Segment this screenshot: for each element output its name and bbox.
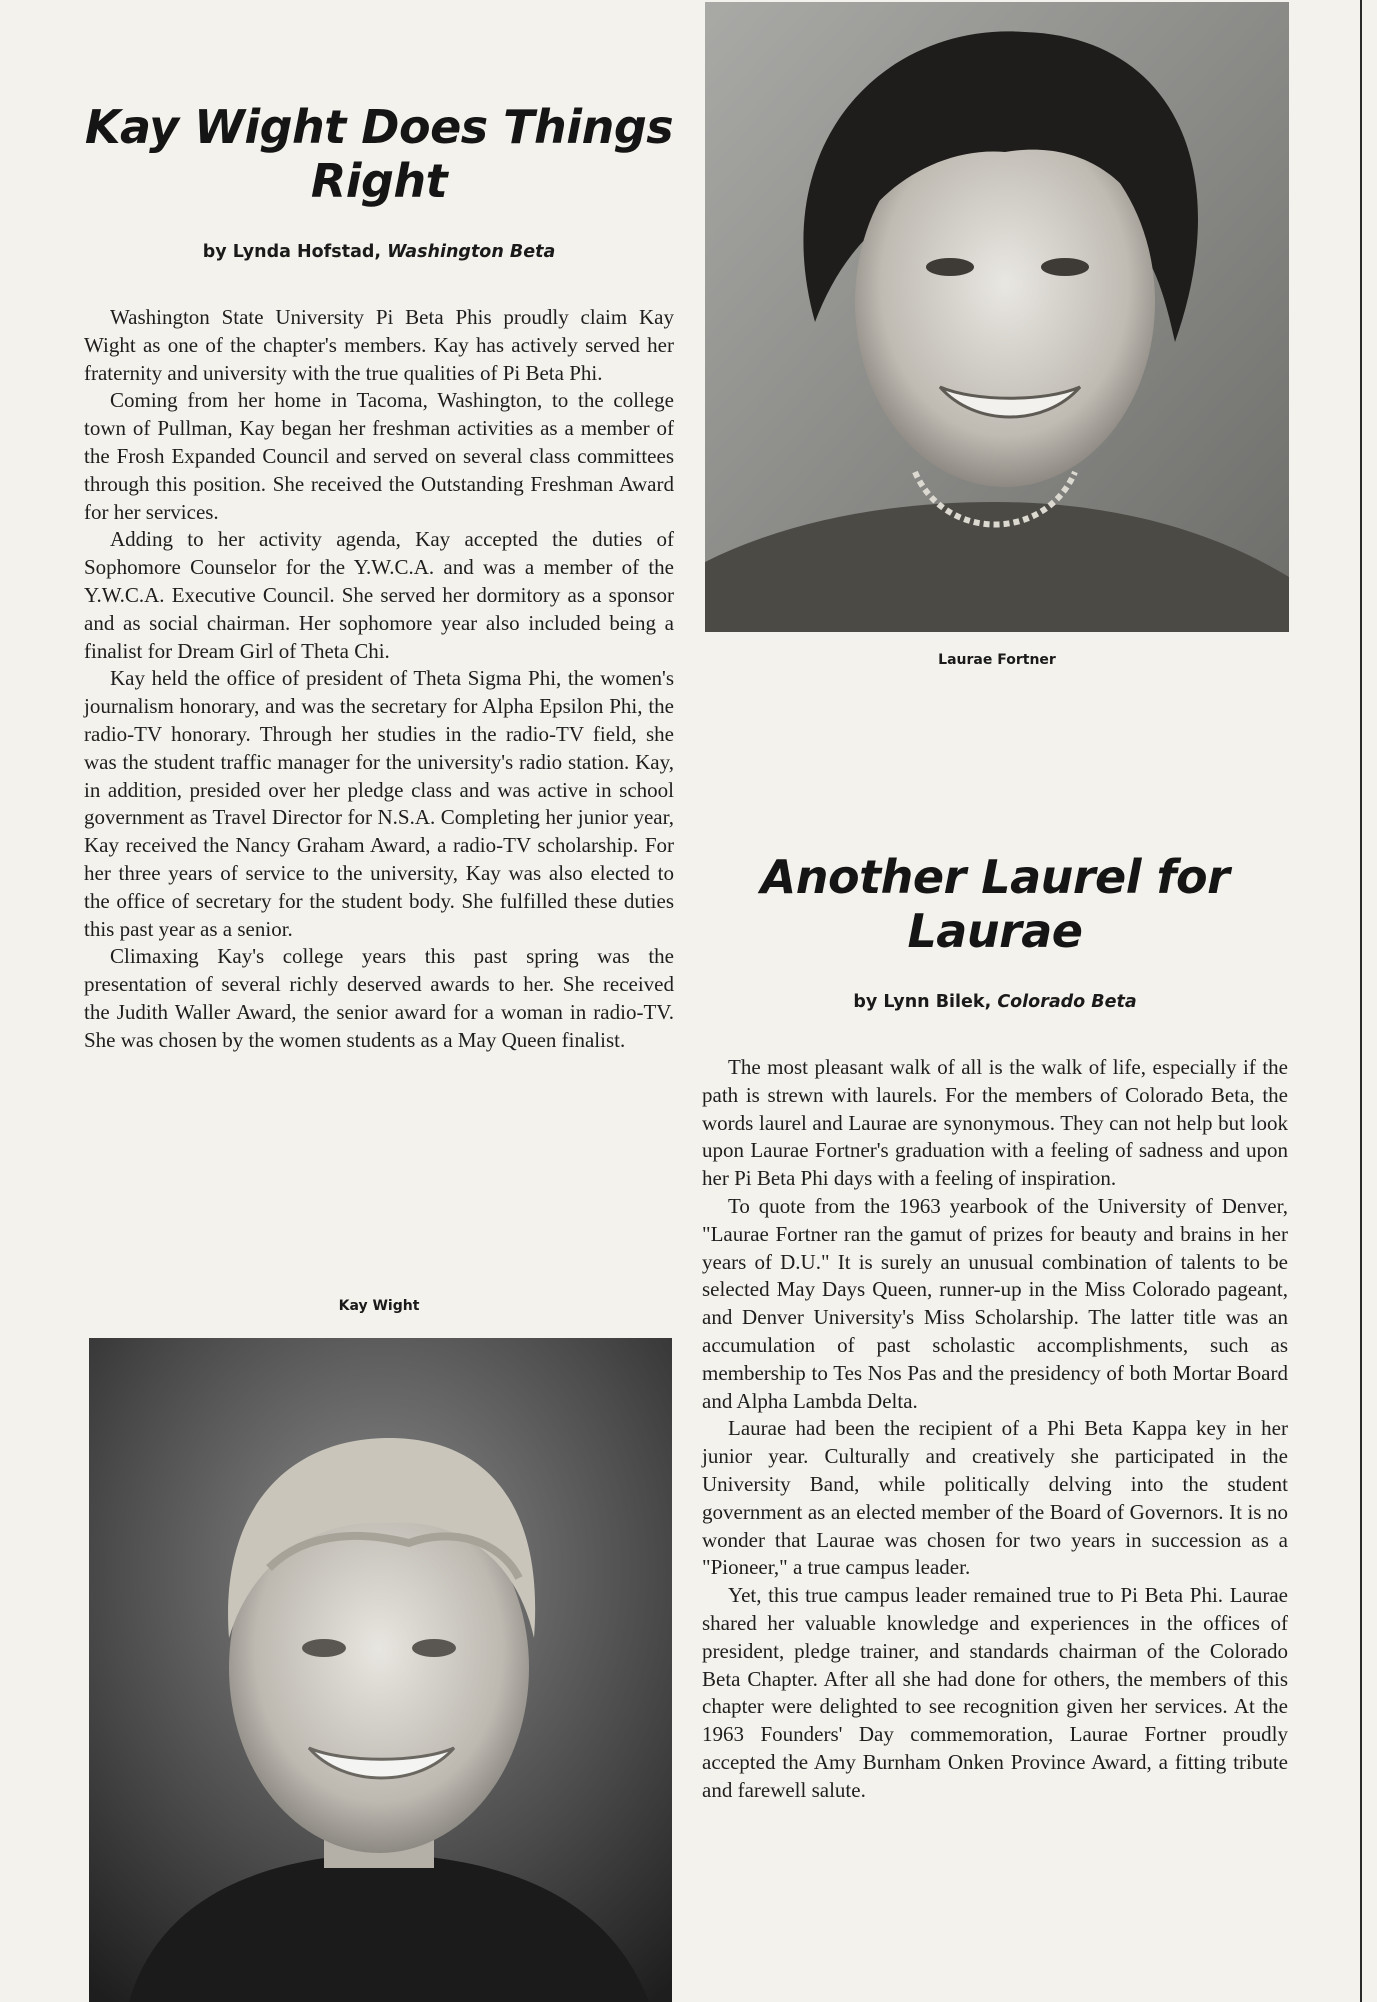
byline-school: Colorado Beta	[997, 992, 1137, 1012]
byline-author: by Lynn Bilek,	[853, 992, 998, 1012]
paragraph: Yet, this true campus leader remained true to Pi Beta Phi. Laurae shared her valuable knowledge and experiences in the offices of president, pledge trainer, and standards chairman of the Colorado Beta Chapter. After all she had done for others, the members of this chapter were delighted to see recognition given her services. At the 1963 Founders' Day commemoration, Laurae Fortner proudly accepted the Amy Burnham Onken Province Award, a fitting tribute and farewell salute.	[702, 1583, 1288, 1802]
paragraph: Coming from her home in Tacoma, Washington, to the college town of Pullman, Kay began her freshman activities as a member of the Frosh Expanded Council and served on several class committees through this position. She received the Outstanding Freshman Award for her services.	[84, 388, 674, 524]
article-kay-wight	[84, 70, 674, 1055]
paragraph: Climaxing Kay's college years this past spring was the presentation of several richly deserved awards to her. She received the Judith Waller Award, the senior award for a woman in radio-TV. She was chosen by the women students as a May Queen finalist.	[84, 944, 674, 1052]
photo-caption-kay: Kay Wight	[338, 1298, 420, 1314]
article-byline	[84, 242, 674, 262]
article-laurae-fortner	[702, 850, 1288, 1805]
photo-caption-laurae: Laurae Fortner	[938, 652, 1056, 668]
portrait-photo-kay-wight	[89, 1338, 672, 2002]
byline-author: by Lynda Hofstad,	[202, 242, 388, 262]
article-body	[702, 1054, 1288, 1805]
article-body	[84, 304, 674, 1055]
article-title: Kay Wight Does Things Right	[84, 100, 674, 208]
paragraph: Laurae had been the recipient of a Phi Beta Kappa key in her junior year. Culturally and creatively she participated in the University Band, while politically delving into the student government as an elected member of the Board of Governors. It is no wonder that Laurae was chosen for two years in succession as a "Pioneer," a true campus leader.	[702, 1416, 1288, 1580]
page-edge-rule	[1360, 0, 1362, 2002]
article-byline	[702, 992, 1288, 1012]
paragraph: Kay held the office of president of Theta Sigma Phi, the women's journalism honorary, and was the secretary for Alpha Epsilon Phi, the radio-TV honorary. Through her studies in the radio-TV field, she was the student traffic manager for the university's radio station. Kay, in addition, presided over her pledge class and was active in school government as Travel Director for N.S.A. Completing her junior year, Kay received the Nancy Graham Award, a radio-TV scholarship. For her three years of service to the university, Kay was also elected to the office of secretary for the student body. She fulfilled these duties this past year as a senior.	[84, 666, 674, 941]
portrait-photo-laurae-fortner	[705, 2, 1289, 632]
article-title: Another Laurel for Laurae	[760, 850, 1230, 958]
paragraph: Washington State University Pi Beta Phis proudly claim Kay Wight as one of the chapter's members. Kay has actively served her fraternity and university with the true qualities of Pi Beta Phi.	[84, 305, 674, 385]
paragraph: Adding to her activity agenda, Kay accepted the duties of Sophomore Counselor for the Y.W.C.A. and was a member of the Y.W.C.A. Executive Council. She served her dormitory as a sponsor and as social chairman. Her sophomore year also included being a finalist for Dream Girl of Theta Chi.	[84, 527, 674, 663]
byline-school: Washington Beta	[387, 242, 556, 262]
paragraph: The most pleasant walk of all is the walk of life, especially if the path is strewn with laurels. For the members of Colorado Beta, the words laurel and Laurae are synonymous. They can not help but look upon Laurae Fortner's graduation with a feeling of sadness and upon her Pi Beta Phi days with a feeling of inspiration.	[702, 1055, 1288, 1191]
paragraph: To quote from the 1963 yearbook of the University of Denver, "Laurae Fortner ran the gamut of prizes for beauty and brains in her years of D.U." It is surely an unusual combination of talents to be selected May Days Queen, runner-up in the Miss Colorado pageant, and Denver University's Miss Scholarship. The latter title was an accumulation of past scholastic accomplishments, such as membership to Tes Nos Pas and the presidency of both Mortar Board and Alpha Lambda Delta.	[702, 1193, 1288, 1413]
